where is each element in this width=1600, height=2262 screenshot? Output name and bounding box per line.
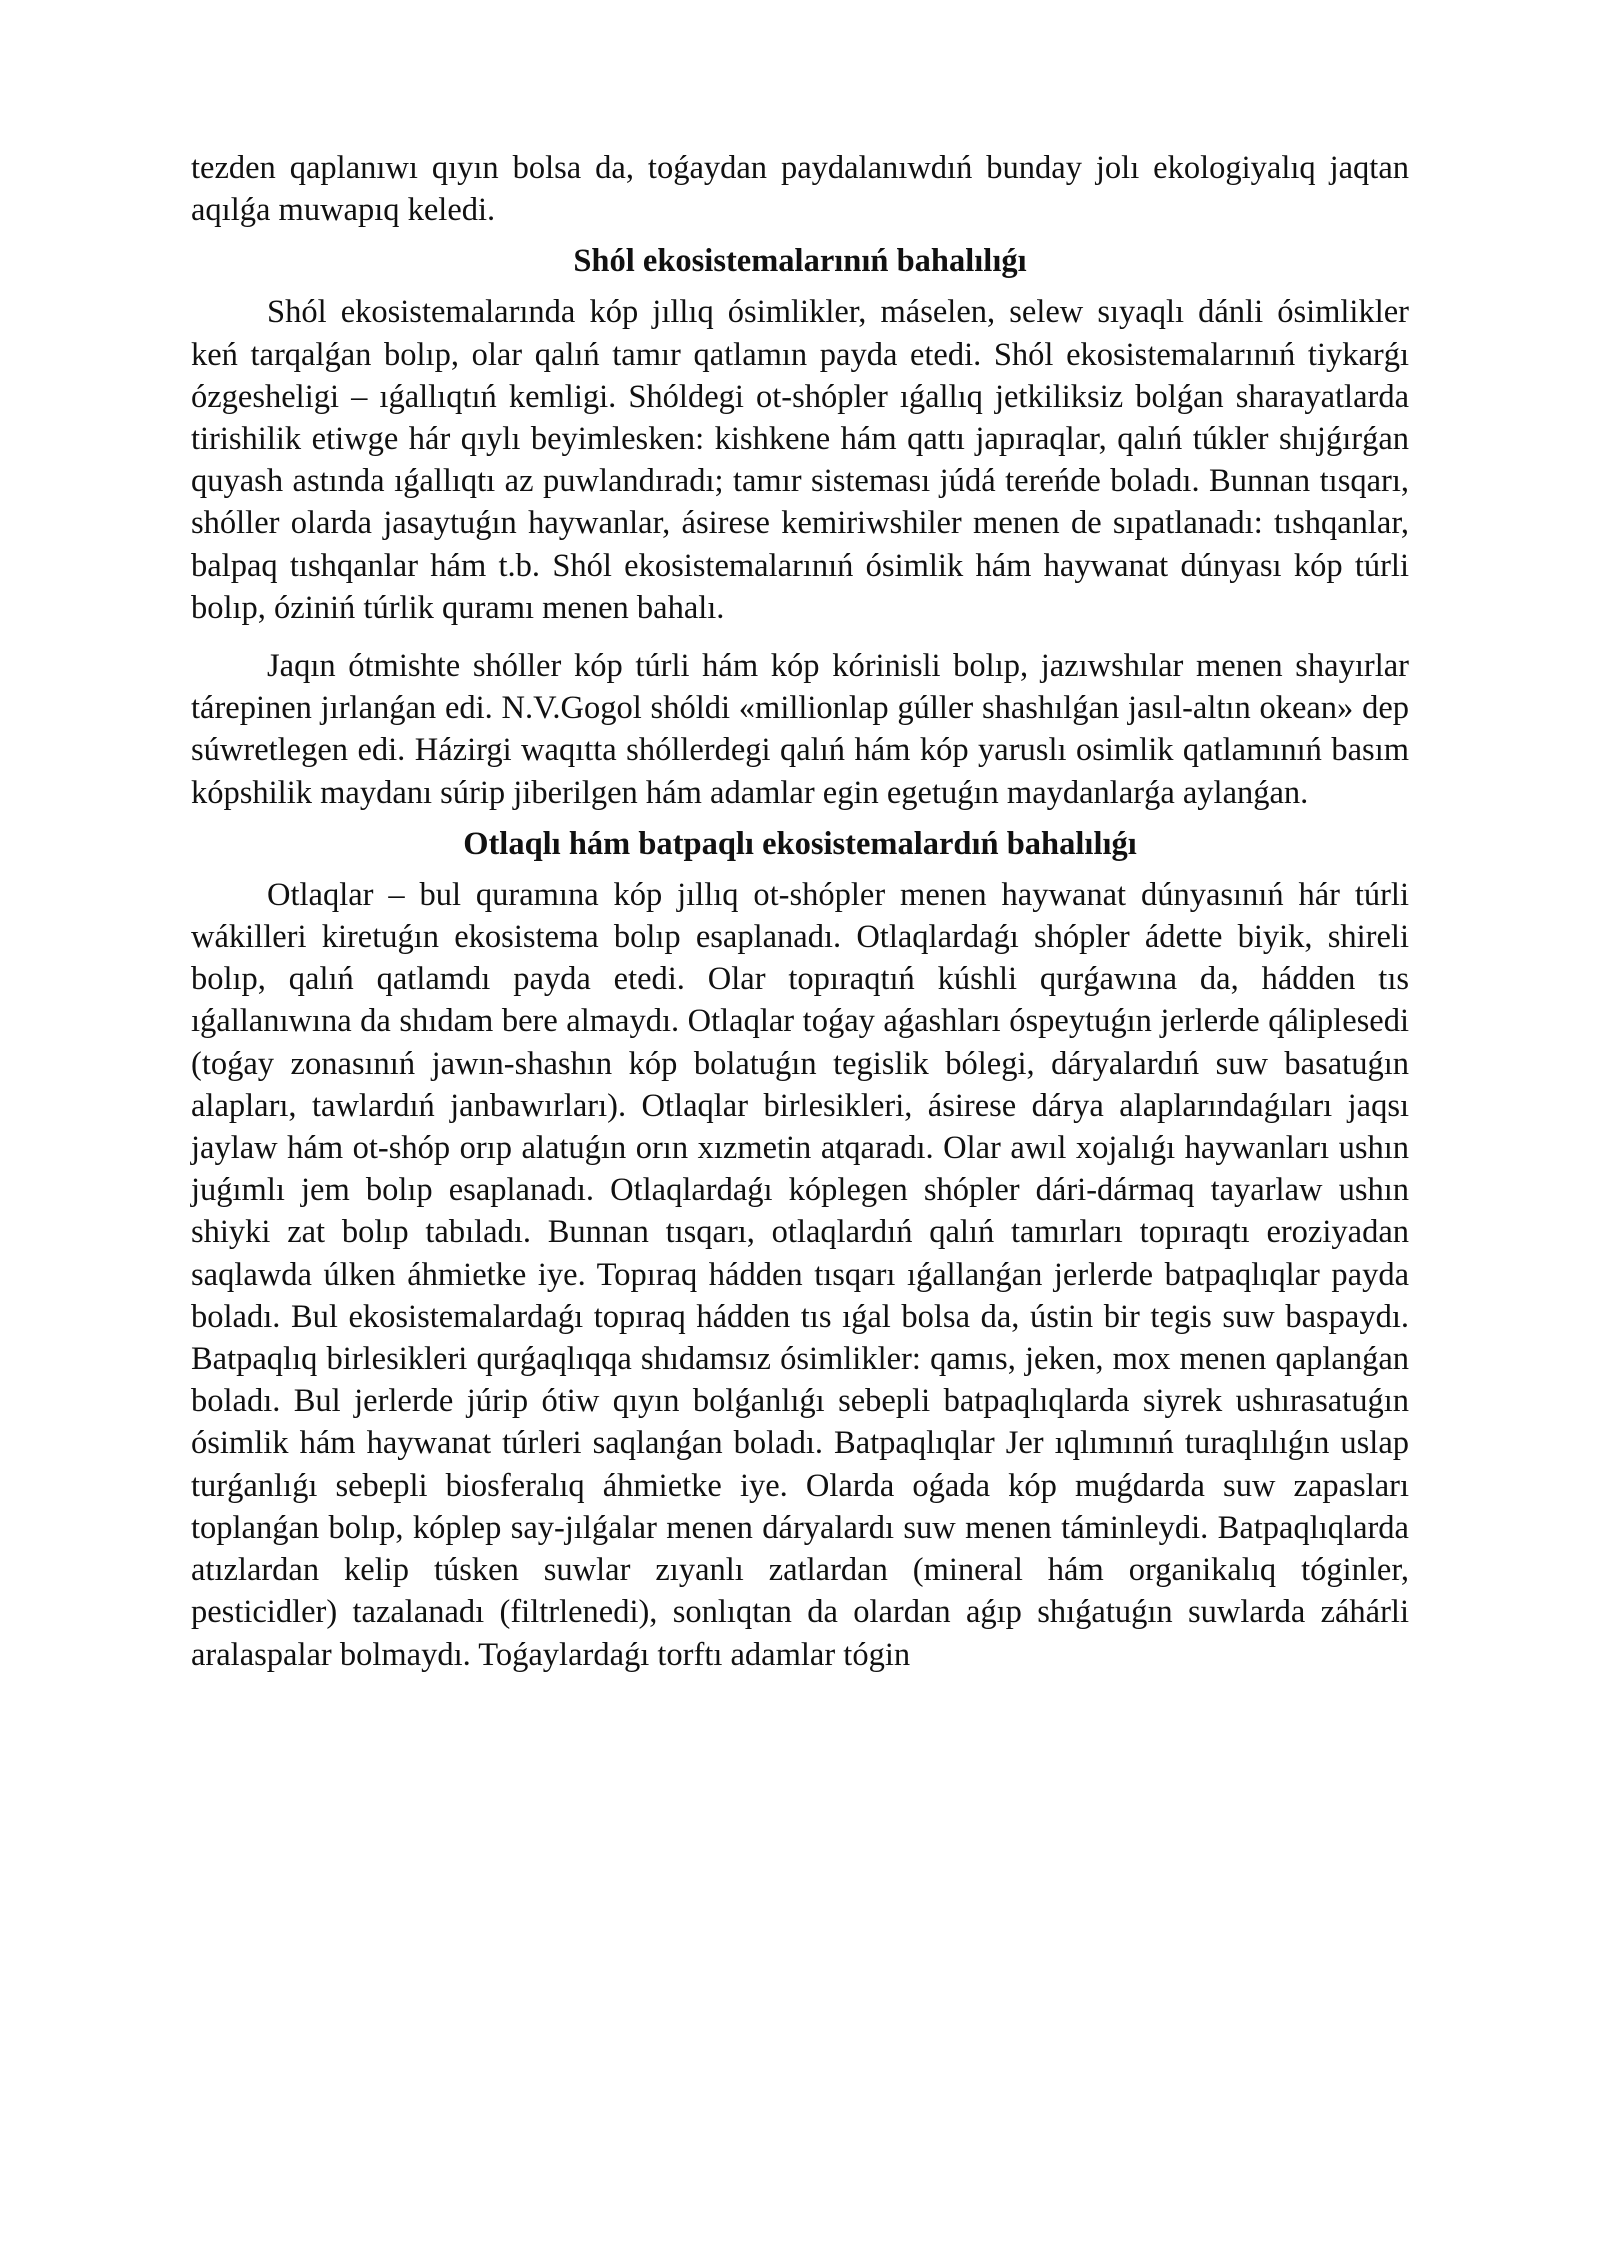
section-heading-meadow-swamp: Otlaqlı hám batpaqlı ekosistemalardıń bahalılıǵı <box>463 825 1137 862</box>
desert-paragraph-1: Shól ekosistemalarında kóp jıllıq ósimlikler, máselen, selew sıyaqlı dánli ósimlikler keń tarqalǵan bolıp, olar qalıń tamır qatlamın payda etedi. Shól ekosistemalarınıń tiykarǵı ózgesheligi – ıǵallıqtıń kemligi. Shóldegi ot-shópler ıǵallıq jetkiliksiz bolǵan sharayatlarda tirishilik etiwge hár qıylı beyimlesken: kishkene hám qattı japıraqlar, qalıń túkler shıjǵırǵan quyash astında ıǵallıqtı az puwlandıradı; tamır sisteması júdá tereńde boladı. Bunnan tısqarı, shóller olarda jasaytuǵın haywanlar, ásirese kemiriwshiler menen de sıpatlanadı: tıshqanlar, balpaq tıshqanlar hám t.b. Shól ekosistemalarınıń ósimlik hám haywanat dúnyası kóp túrli bolıp, óziniń túrlik quramı menen bahalı. <box>191 294 1409 626</box>
intro-paragraph: tezden qaplanıwı qıyın bolsa da, toǵaydan paydalanıwdıń bunday jolı ekologiyalıq jaqtan aqılǵa muwapıq keledi. <box>191 150 1409 229</box>
page-text <box>191 147 1409 1676</box>
meadow-swamp-paragraph-1: Otlaqlar – bul quramına kóp jıllıq ot-shópler menen haywanat dúnyasınıń hár túrli wákilleri kiretuǵın ekosistema bolıp esaplanadı. Otlaqlardaǵı shópler ádette biyik, shireli bolıp, qalıń qatlamdı payda etedi. Olar topıraqtıń kúshli qurǵawına da, hádden tıs ıǵallanıwına da shıdam bere almaydı. Otlaqlar toǵay aǵashları óspeytuǵın jerlerde qáliplesedi (toǵay zonasınıń jawın-shashın kóp bolatuǵın tegislik bólegi, dáryalardıń suw basatuǵın alapları, tawlardıń janbawırları). Otlaqlar birlesikleri, ásirese dárya alaplarındaǵıları jaqsı jaylaw hám ot-shóp orıp alatuǵın orın xızmetin atqaradı. Olar awıl xojalıǵı haywanları ushın juǵımlı jem bolıp esaplanadı. Otlaqlardaǵı kóplegen shópler dári-dármaq tayarlaw ushın shiyki zat bolıp tabıladı. Bunnan tısqarı, otlaqlardıń qalıń tamırları topıraqtı eroziyadan saqlawda úlken áhmietke iye. Topıraq hádden tısqarı ıǵallanǵan jerlerde batpaqlıqlar payda boladı. Bul ekosistemalardaǵı topıraq hádden tıs ıǵal bolsa da, ústin bir tegis suw baspaydı. Batpaqlıq birlesikleri qurǵaqlıqqa shıdamsız ósimlikler: qamıs, jeken, mox menen qaplanǵan boladı. Bul jerlerde júrip ótiw qıyın bolǵanlıǵı sebepli batpaqlıqlarda siyrek ushırasatuǵın ósimlik hám haywanat túrleri saqlanǵan boladı. Batpaqlıqlar Jer ıqlımınıń turaqlılıǵın uslap turǵanlıǵı sebepli biosferalıq áhmietke iye. Olarda oǵada kóp muǵdarda suw zapasları toplanǵan bolıp, kóplep say-jılǵalar menen dáryalardı suw menen táminleydi. Batpaqlıqlarda atızlardan kelip túsken suwlar zıyanlı zatlardan (mineral hám organikalıq tóginler, pesticidler) tazalanadı (filtrlenedi), sonlıqtan da olardan aǵıp shıǵatuǵın suwlarda záhárli aralaspalar bolmaydı. Toǵaylardaǵı torftı adamlar tógin <box>191 876 1409 1673</box>
desert-paragraph-2: Jaqın ótmishte shóller kóp túrli hám kóp kórinisli bolıp, jazıwshılar menen shayırlar tárepinen jırlanǵan edi. N.V.Gogol shóldi «millionlap gúller shashılǵan jasıl-altın okean» dep súwretlegen edi. Házirgi waqıtta shóllerdegi qalıń hám kóp yaruslı osimlik qatlamınıń basım kópshilik maydanı súrip jiberilgen hám adamlar egin egetuǵın maydanlarǵa aylanǵan. <box>191 648 1409 811</box>
section-heading-desert: Shól ekosistemalarınıń bahalılıǵı <box>573 243 1027 280</box>
